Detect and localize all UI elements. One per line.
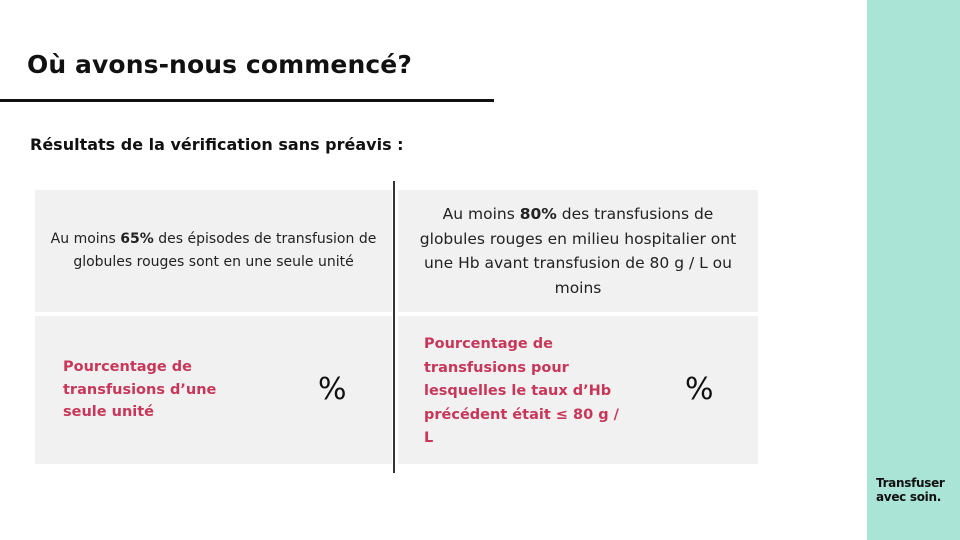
result-single-unit-value: % — [318, 372, 347, 407]
panel-result-single-unit — [35, 316, 392, 464]
result-hb-threshold-value: % — [685, 372, 714, 407]
result-single-unit-label: Pourcentage de transfusions d’une seule unité — [63, 359, 217, 420]
brand-sidebar — [867, 0, 960, 540]
target-single-unit-text — [35, 190, 392, 312]
result-hb-threshold-label: Pourcentage de transfusions pour lesquelles le taux d’Hb précédent était ≤ 80 g / L — [424, 336, 619, 446]
panel-target-hb-threshold — [398, 190, 758, 312]
column-divider — [393, 181, 395, 473]
target-suffix: des transfusions de globules rouges en milieu hospitalier ont une Hb avant transfusion de 80 g / L ou moins — [419, 205, 737, 297]
title-underline — [0, 99, 494, 102]
panel-result-hb-threshold — [398, 316, 758, 464]
panel-target-single-unit — [35, 190, 392, 312]
brand-line-2: avec soin. — [876, 490, 941, 504]
target-prefix: Au moins — [442, 205, 520, 223]
target-prefix: Au moins — [50, 231, 121, 247]
target-suffix: des épisodes de transfusion de globules rouges sont en une seule unité — [73, 231, 377, 270]
target-hb-threshold-text — [398, 190, 758, 312]
target-percent: 65% — [120, 231, 154, 247]
target-percent: 80% — [519, 205, 557, 223]
brand-line-1: Transfuser — [876, 476, 945, 490]
brand-logo — [876, 476, 945, 504]
slide-subtitle: Résultats de la vérification sans préavis : — [30, 135, 404, 154]
slide-title: Où avons-nous commencé? — [27, 50, 412, 79]
